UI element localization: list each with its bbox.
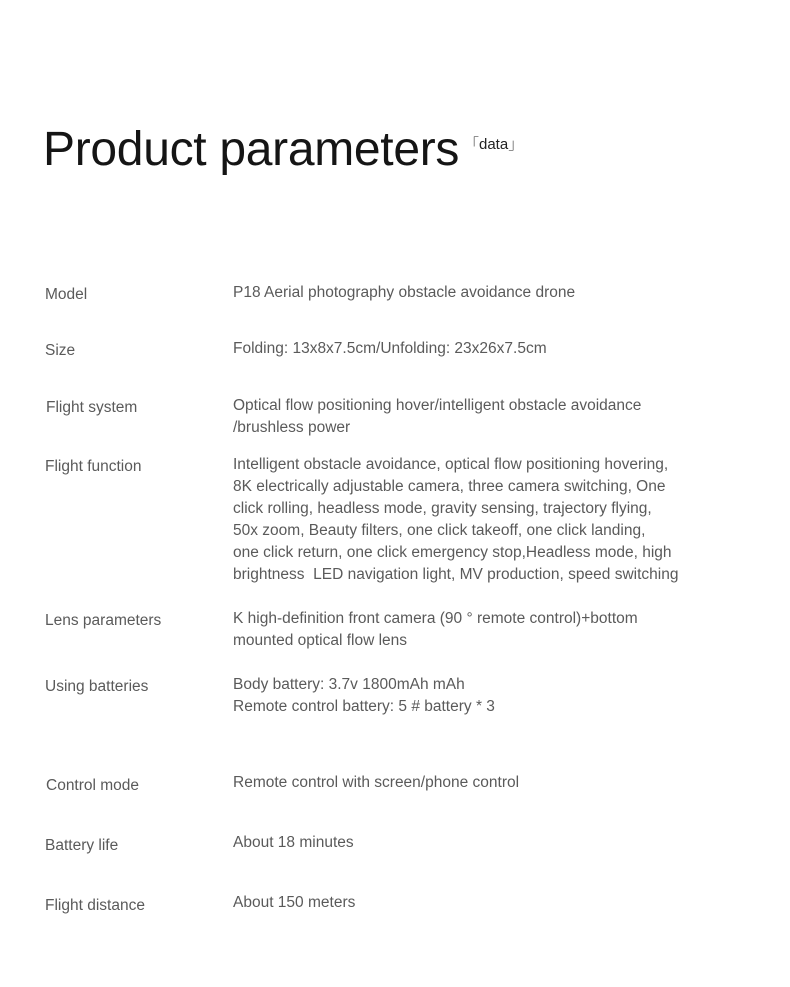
param-value-line: K high-definition front camera (90 ° remote control)+bottom [233,610,638,627]
param-label-battery-life: Battery life [45,837,119,854]
param-value-line: /brushless power [233,419,351,436]
param-label-flight-distance: Flight distance [45,897,145,914]
param-value-line: Remote control with screen/phone control [233,774,520,791]
param-label-control-mode: Control mode [46,777,140,794]
param-value-flight-function [233,454,753,586]
page-title: Product parameters [43,123,460,176]
param-value-model [233,282,753,304]
param-value-line: P18 Aerial photography obstacle avoidance drone [233,284,576,301]
param-value-control-mode [233,772,753,794]
param-value-line: 50x zoom, Beauty filters, one click takeoff, one click landing, [233,522,646,539]
param-value-line: mounted optical flow lens [233,632,408,649]
param-label-using-batteries: Using batteries [45,678,149,695]
param-value-size [233,338,753,360]
param-value-line: Intelligent obstacle avoidance, optical flow positioning hovering, [233,456,669,473]
param-label-flight-system: Flight system [46,399,138,416]
param-value-line: Body battery: 3.7v 1800mAh mAh [233,676,465,693]
param-value-line: 8K electrically adjustable camera, three camera switching, One [233,478,666,495]
param-value-battery-life [233,832,753,854]
param-label-size: Size [45,342,76,359]
param-value-using-batteries [233,674,753,718]
param-value-lens-parameters [233,608,753,652]
param-label-flight-function: Flight function [45,458,142,475]
param-value-line: brightness LED navigation light, MV production, speed switching [233,566,679,583]
param-value-line: one click return, one click emergency stop,Headless mode, high [233,544,672,561]
param-value-line: click rolling, headless mode, gravity sensing, trajectory flying, [233,500,652,517]
param-value-line: About 150 meters [233,894,356,911]
title-tag: 「data」 [464,136,524,153]
param-value-line: Folding: 13x8x7.5cm/Unfolding: 23x26x7.5cm [233,340,547,357]
param-label-lens-parameters: Lens parameters [45,612,162,629]
param-value-line: Remote control battery: 5 # battery * 3 [233,698,495,715]
param-value-flight-distance [233,892,753,914]
param-value-line: About 18 minutes [233,834,354,851]
param-value-line: Optical flow positioning hover/intelligent obstacle avoidance [233,397,642,414]
param-value-flight-system [233,395,753,439]
param-label-model: Model [45,286,88,303]
